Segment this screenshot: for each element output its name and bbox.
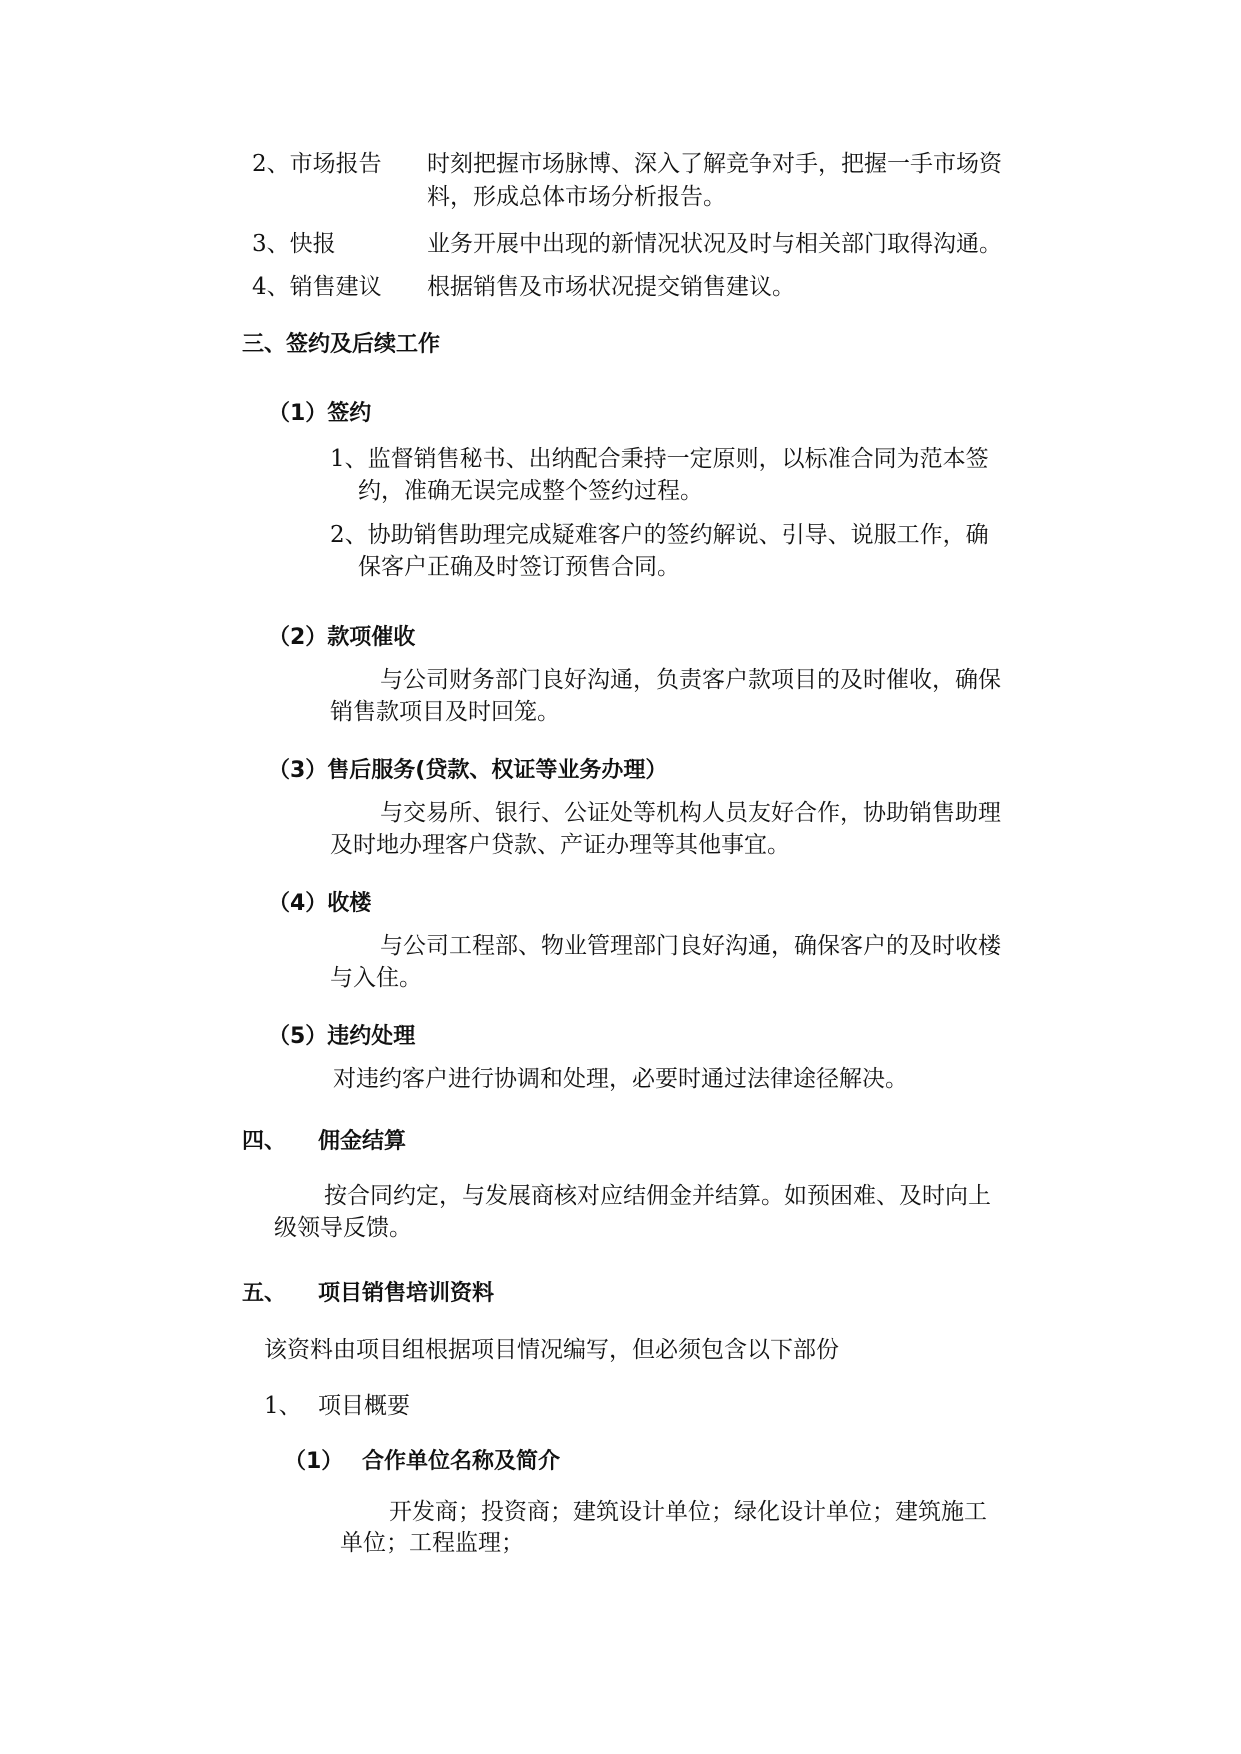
section-heading: 项目销售培训资料 (318, 1281, 495, 1306)
report-item-desc: 根据销售及市场状况提交销售建议。 (427, 274, 795, 300)
subsection-number: （1） (284, 1449, 344, 1474)
list-item: 1、监督销售秘书、出纳配合秉持一定原则，以标准合同为范本签 (330, 446, 989, 472)
subsection-heading: （1）签约 (268, 401, 372, 426)
paragraph-line: 销售款项目及时回笼。 (330, 699, 560, 725)
section-heading: 三、签约及后续工作 (242, 332, 441, 357)
report-item-label: 4、销售建议 (252, 274, 382, 300)
subsection-heading: （5）违约处理 (268, 1024, 416, 1049)
paragraph-line: 与交易所、银行、公证处等机构人员友好合作，协助销售助理 (380, 800, 1001, 826)
section-number: 五、 (242, 1281, 287, 1306)
subsection-heading: 合作单位名称及简介 (362, 1449, 561, 1474)
report-item-label: 3、快报 (252, 231, 336, 257)
report-item-label: 2、市场报告 (252, 151, 382, 177)
report-item-desc: 业务开展中出现的新情况状况及时与相关部门取得沟通。 (427, 231, 1002, 257)
subsection-heading: （2）款项催收 (268, 625, 416, 650)
paragraph-line: 与入住。 (330, 965, 422, 991)
section-number: 四、 (242, 1129, 287, 1154)
item-title: 项目概要 (318, 1393, 410, 1419)
report-item-desc: 时刻把握市场脉博、深入了解竞争对手，把握一手市场资 (427, 151, 1002, 177)
paragraph-line: 该资料由项目组根据项目情况编写，但必须包含以下部份 (264, 1337, 839, 1363)
item-number: 1、 (264, 1393, 302, 1419)
subsection-heading: （4）收楼 (268, 891, 372, 916)
paragraph-line: 单位；工程监理； (340, 1530, 524, 1556)
paragraph-line: 开发商；投资商；建筑设计单位；绿化设计单位；建筑施工 (389, 1499, 987, 1525)
paragraph-line: 及时地办理客户贷款、产证办理等其他事宜。 (330, 832, 790, 858)
paragraph-line: 与公司工程部、物业管理部门良好沟通，确保客户的及时收楼 (380, 933, 1001, 959)
section-heading: 佣金结算 (318, 1129, 407, 1154)
paragraph-line: 级领导反馈。 (274, 1215, 412, 1241)
list-item: 2、协助销售助理完成疑难客户的签约解说、引导、说服工作，确 (330, 522, 989, 548)
paragraph-line: 按合同约定，与发展商核对应结佣金并结算。如预困难、及时向上 (324, 1183, 991, 1209)
list-item-cont: 约，准确无误完成整个签约过程。 (358, 478, 703, 504)
report-item-desc: 料，形成总体市场分析报告。 (427, 184, 726, 210)
paragraph-line: 与公司财务部门良好沟通，负责客户款项目的及时催收，确保 (380, 667, 1001, 693)
subsection-heading: （3）售后服务(贷款、权证等业务办理） (268, 758, 668, 783)
paragraph-line: 对违约客户进行协调和处理，必要时通过法律途径解决。 (333, 1066, 908, 1092)
list-item-cont: 保客户正确及时签订预售合同。 (358, 554, 680, 580)
